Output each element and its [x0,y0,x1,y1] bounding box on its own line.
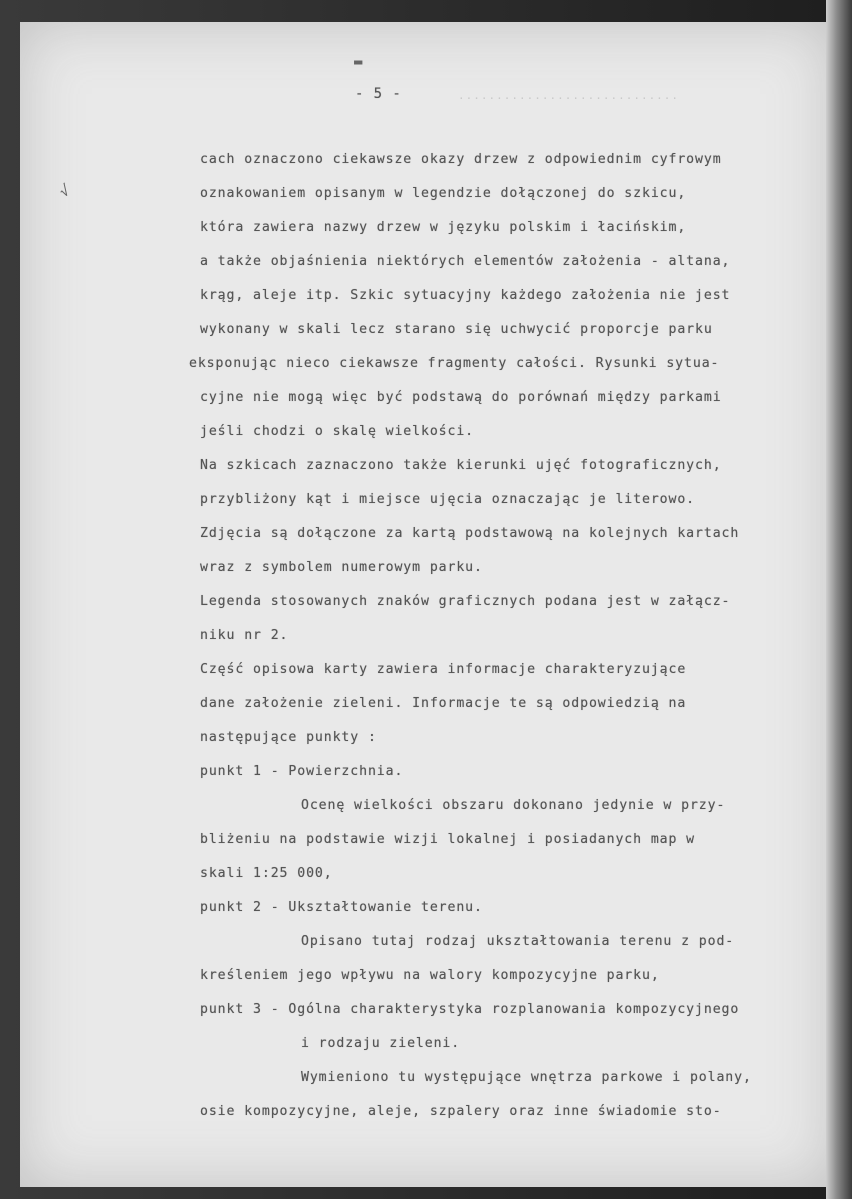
text-line-12: Zdjęcia są dołączone za kartą podstawową na kolejnych kartach [200,526,740,541]
text-line-16: Część opisowa karty zawiera informacje charakteryzujące [200,662,687,677]
text-line-03: która zawiera nazwy drzew w języku polskim i łacińskim, [200,220,687,235]
text-line-14: Legenda stosowanych znaków graficznych podana jest w załącz- [200,594,731,609]
faint-bleed-through-text: ····························· [458,92,680,105]
text-line-29: osie kompozycyjne, aleje, szpalery oraz inne świadomie sto- [200,1104,722,1119]
text-line-02: oznakowaniem opisanym w legendzie dołączonej do szkicu, [200,186,687,201]
text-line-11: przybliżony kąt i miejsce ujęcia oznaczając je literowo. [200,492,696,507]
text-line-09: jeśli chodzi o skalę wielkości. [200,424,475,439]
margin-check-mark: √ [56,180,73,202]
text-line-22: skali 1:25 000, [200,866,333,881]
text-line-26: punkt 3 - Ogólna charakterystyka rozplanowania kompozycyjnego [200,1002,740,1017]
text-line-10: Na szkicach zaznaczono także kierunki ujęć fotograficznych, [200,458,722,473]
page-edge-shadow [826,0,852,1199]
text-line-21: bliżeniu na podstawie wizji lokalnej i posiadanych map w [200,832,696,847]
text-line-25: kreśleniem jego wpływu na walory kompozycyjne parku, [200,968,660,983]
text-line-06: wykonany w skali lecz starano się uchwycić proporcje parku [200,322,713,337]
text-line-23: punkt 2 - Ukształtowanie terenu. [200,900,483,915]
text-line-08: cyjne nie mogą więc być podstawą do porównań między parkami [200,390,722,405]
text-line-19: punkt 1 - Powierzchnia. [200,764,404,779]
text-line-20: Ocenę wielkości obszaru dokonano jedynie w przy- [301,798,726,813]
text-line-27: i rodzaju zieleni. [301,1036,461,1051]
text-line-05: krąg, aleje itp. Szkic sytuacyjny każdego założenia nie jest [200,288,731,303]
text-line-28: Wymieniono tu występujące wnętrza parkowe i polany, [301,1070,752,1085]
text-line-13: wraz z symbolem numerowym parku. [200,560,483,575]
text-line-24: Opisano tutaj rodzaj ukształtowania terenu z pod- [301,934,735,949]
text-line-18: następujące punkty : [200,730,377,745]
page-number: - 5 - [355,86,402,102]
top-dash-mark: ▬ [354,54,363,70]
text-line-07: eksponując nieco ciekawsze fragmenty całości. Rysunki sytua- [189,356,720,371]
text-line-15: niku nr 2. [200,628,289,643]
text-line-17: dane założenie zieleni. Informacje te są odpowiedzią na [200,696,687,711]
text-line-01: cach oznaczono ciekawsze okazy drzew z odpowiednim cyfrowym [200,152,722,167]
text-line-04: a także objaśnienia niektórych elementów założenia - altana, [200,254,731,269]
